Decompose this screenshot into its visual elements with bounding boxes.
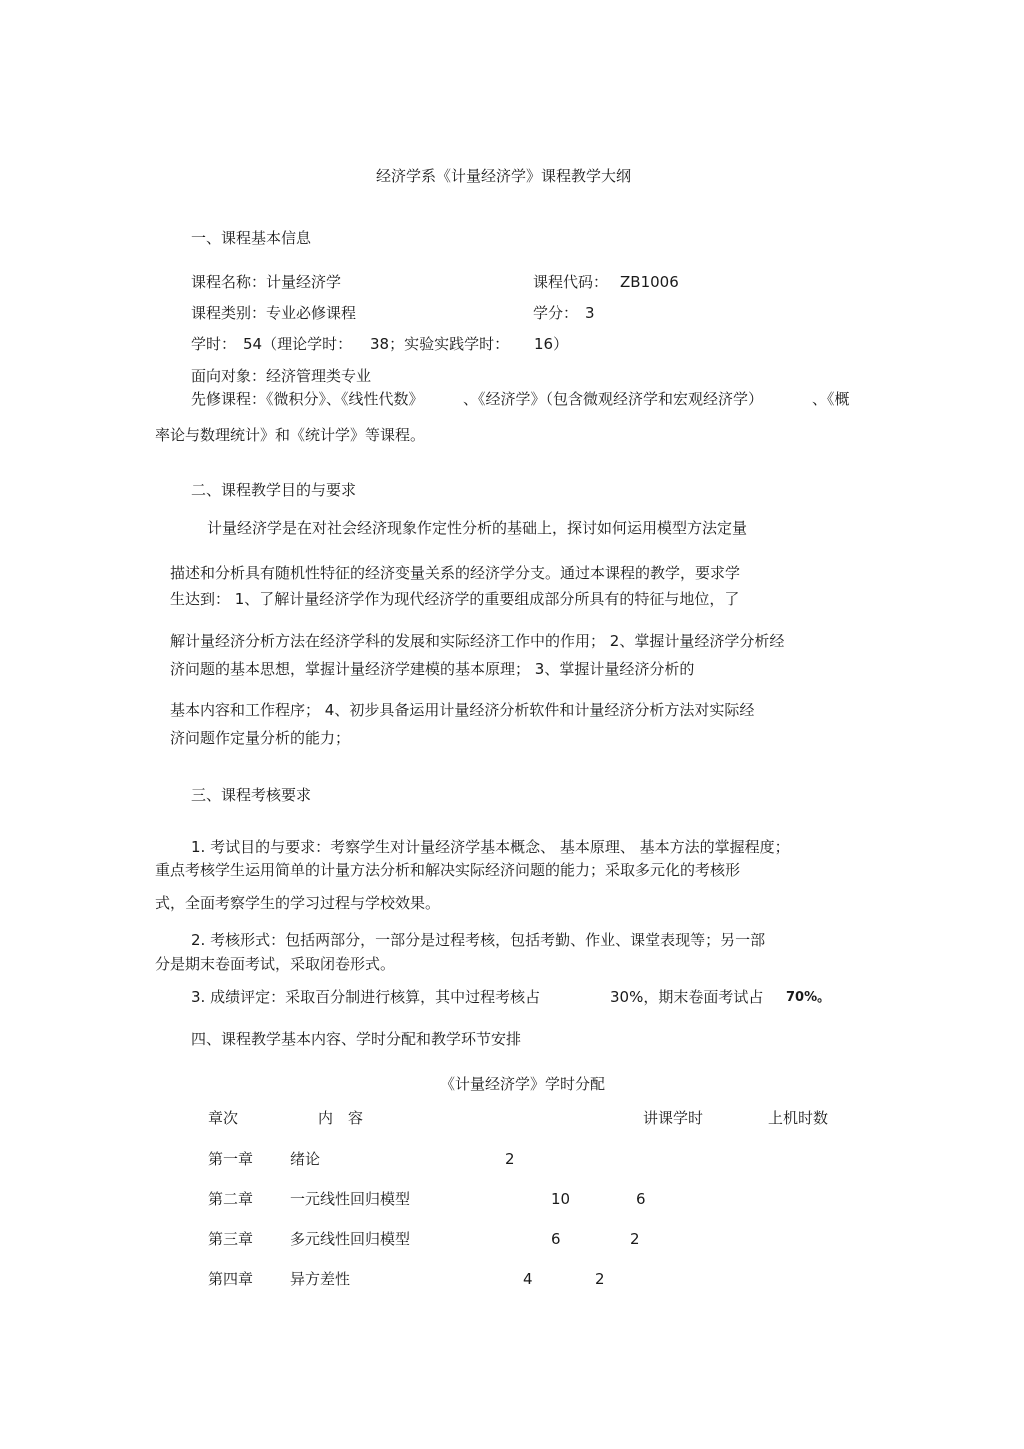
exam-p1-line-2: 重点考核学生运用简单的计量方法分析和解决实际经济问题的能力；采取多元化的考核形 xyxy=(155,861,741,879)
prereq-part-4: 率论与数理统计》和《统计学》等课程。 xyxy=(155,426,426,444)
table-header-chapter: 章次 xyxy=(208,1109,239,1127)
exam-p3-part-3: 70%。 xyxy=(786,990,831,1005)
section-2-heading: 二、课程教学目的与要求 xyxy=(191,481,357,499)
row-lab: 2 xyxy=(595,1270,605,1288)
objective-line-3: 生达到： 1、了解计量经济学作为现代经济学的重要组成部分所具有的特征与地位，了 xyxy=(170,590,740,608)
exam-p1-line-3: 式，全面考察学生的学习过程与学校效果。 xyxy=(155,894,441,912)
row-chapter: 第一章 xyxy=(208,1150,254,1168)
row-lecture: 2 xyxy=(505,1150,515,1168)
hours-label: 学时： xyxy=(191,335,237,353)
prereq-part-3: 、《概 xyxy=(812,390,850,408)
table-header-lecture: 讲课学时 xyxy=(643,1109,704,1127)
row-chapter: 第三章 xyxy=(208,1230,254,1248)
section-4-heading: 四、课程教学基本内容、学时分配和教学环节安排 xyxy=(191,1030,522,1048)
prereq-part-1: 先修课程：《微积分》、《线性代数》 xyxy=(191,390,424,408)
credit-value: 3 xyxy=(585,304,595,322)
course-type: 课程类别：专业必修课程 xyxy=(191,304,357,322)
row-content: 多元线性回归模型 xyxy=(290,1230,411,1248)
exam-p2-line-2: 分是期末卷面考试，采取闭卷形式。 xyxy=(155,955,396,973)
exam-p1-line-1: 1. 考试目的与要求：考察学生对计量经济学基本概念、 基本原理、 基本方法的掌握程度； xyxy=(191,838,790,856)
course-code-value: ZB1006 xyxy=(620,273,679,291)
row-lecture: 10 xyxy=(551,1190,571,1208)
objective-line-7: 济问题作定量分析的能力； xyxy=(170,729,351,747)
course-name: 课程名称：计量经济学 xyxy=(191,273,342,291)
objective-line-6: 基本内容和工作程序； 4、初步具备运用计量经济分析软件和计量经济分析方法对实际经 xyxy=(170,701,755,719)
section-1-heading: 一、课程基本信息 xyxy=(191,229,312,247)
row-content: 绪论 xyxy=(290,1150,321,1168)
row-content: 异方差性 xyxy=(290,1270,351,1288)
row-chapter: 第四章 xyxy=(208,1270,254,1288)
exam-p3-part-1: 3. 成绩评定：采取百分制进行核算，其中过程考核占 xyxy=(191,988,541,1006)
hours-total: 54（理论学时： xyxy=(243,335,353,353)
table-title: 《计量经济学》学时分配 xyxy=(440,1075,606,1093)
course-code-label: 课程代码： xyxy=(533,273,609,291)
table-header-lab: 上机时数 xyxy=(768,1109,829,1127)
hours-theory: 38；实验实践学时： xyxy=(370,335,510,353)
hours-practice: 16） xyxy=(534,335,569,353)
row-lab: 2 xyxy=(630,1230,640,1248)
document-title: 经济学系《计量经济学》课程教学大纲 xyxy=(376,167,632,185)
row-lab: 6 xyxy=(636,1190,646,1208)
row-lecture: 6 xyxy=(551,1230,561,1248)
objective-line-1: 计量经济学是在对社会经济现象作定性分析的基础上，探讨如何运用模型方法定量 xyxy=(207,519,748,537)
exam-p3-part-2: 30%，期末卷面考试占 xyxy=(610,988,764,1006)
objective-line-2: 描述和分析具有随机性特征的经济变量关系的经济学分支。通过本课程的教学，要求学 xyxy=(170,564,741,582)
objective-line-5: 济问题的基本思想，掌握计量经济学建模的基本原理； 3、掌握计量经济分析的 xyxy=(170,660,695,678)
section-3-heading: 三、课程考核要求 xyxy=(191,786,312,804)
prereq-part-2: 、《经济学》（包含微观经济学和宏观经济学） xyxy=(463,390,764,408)
row-content: 一元线性回归模型 xyxy=(290,1190,411,1208)
objective-line-4: 解计量经济分析方法在经济学科的发展和实际经济工作中的作用； 2、掌握计量经济学分析经 xyxy=(170,632,785,650)
exam-p2-line-1: 2. 考核形式：包括两部分，一部分是过程考核，包括考勤、作业、课堂表现等；另一部 xyxy=(191,931,766,949)
credit-label: 学分： xyxy=(533,304,579,322)
table-header-content: 内 容 xyxy=(318,1109,364,1127)
row-lecture: 4 xyxy=(523,1270,533,1288)
target-audience: 面向对象：经济管理类专业 xyxy=(191,367,372,385)
row-chapter: 第二章 xyxy=(208,1190,254,1208)
